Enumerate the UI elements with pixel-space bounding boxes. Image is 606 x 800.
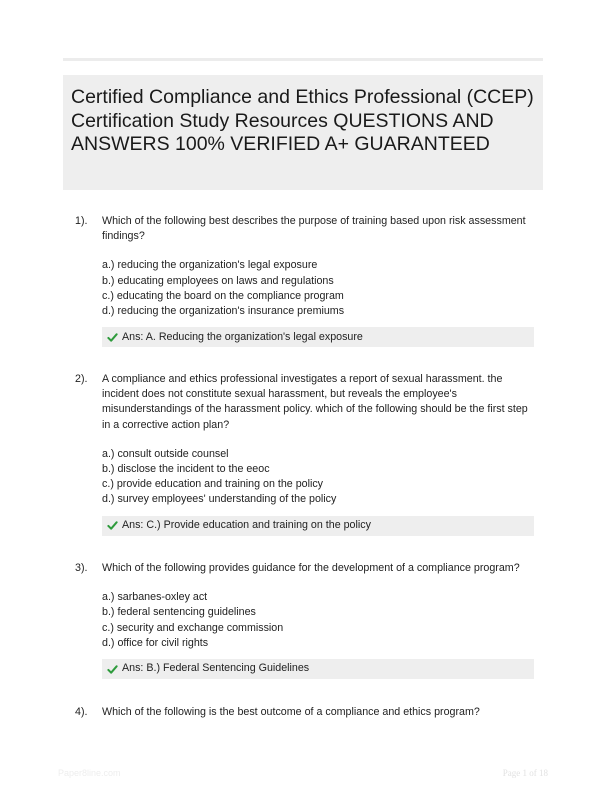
- checkmark-icon: [107, 520, 118, 531]
- option-c: c.) educating the board on the compliance program: [102, 289, 344, 302]
- option-a: a.) reducing the organization's legal exposure: [102, 259, 318, 272]
- question-2: [63, 372, 543, 536]
- option-d: d.) reducing the organization's insurance premiums: [102, 305, 345, 318]
- question-number: 3).: [75, 562, 88, 574]
- question-number: 4).: [75, 706, 88, 718]
- answer-box: [102, 327, 534, 347]
- options-list: [102, 258, 543, 319]
- option-d: d.) office for civil rights: [102, 636, 209, 649]
- question-3: [63, 561, 543, 679]
- document-title: Certified Compliance and Ethics Professional (CCEP) Certification Study Resources QUESTIONS AND ANSWERS 100% VERIFIED A+ GUARANTEED: [71, 86, 534, 155]
- question-text: Which of the following is the best outcome of a compliance and ethics program?: [102, 706, 480, 718]
- question-1: [63, 214, 543, 347]
- answer-text: Ans: C.) Provide education and training on the policy: [122, 519, 371, 532]
- answer-text: Ans: A. Reducing the organization's legal exposure: [122, 330, 363, 343]
- question-text: Which of the following provides guidance for the development of a compliance program?: [102, 562, 520, 574]
- option-c: c.) provide education and training on the policy: [102, 478, 324, 491]
- question-number: 2).: [75, 373, 88, 385]
- question-text: Which of the following best describes the purpose of training based upon risk assessment findings?: [102, 215, 526, 243]
- option-a: a.) consult outside counsel: [102, 447, 229, 460]
- title-box: [63, 75, 543, 190]
- question-number: 1).: [75, 215, 88, 227]
- option-b: b.) educating employees on laws and regulations: [102, 274, 334, 287]
- question-4: [63, 705, 543, 720]
- option-a: a.) sarbanes-oxley act: [102, 591, 208, 604]
- option-b: b.) disclose the incident to the eeoc: [102, 463, 270, 476]
- top-rule: [63, 58, 543, 61]
- question-text: A compliance and ethics professional investigates a report of sexual harassment. the incident does not constitute sexual harassment, but reveals the employee's misunderstandings of the harassment policy. which of the following should be the first step in a corrective action plan?: [102, 373, 528, 431]
- options-list: [102, 590, 543, 651]
- option-c: c.) security and exchange commission: [102, 621, 284, 634]
- option-b: b.) federal sentencing guidelines: [102, 606, 256, 619]
- answer-box: [102, 516, 534, 536]
- page-number: Page 1 of 18: [502, 768, 548, 778]
- checkmark-icon: [107, 332, 118, 343]
- options-list: [102, 447, 543, 508]
- footer-watermark: Paper8line.com: [58, 768, 121, 778]
- option-d: d.) survey employees' understanding of the policy: [102, 493, 337, 506]
- answer-text: Ans: B.) Federal Sentencing Guidelines: [122, 662, 310, 675]
- answer-box: [102, 659, 534, 679]
- checkmark-icon: [107, 664, 118, 675]
